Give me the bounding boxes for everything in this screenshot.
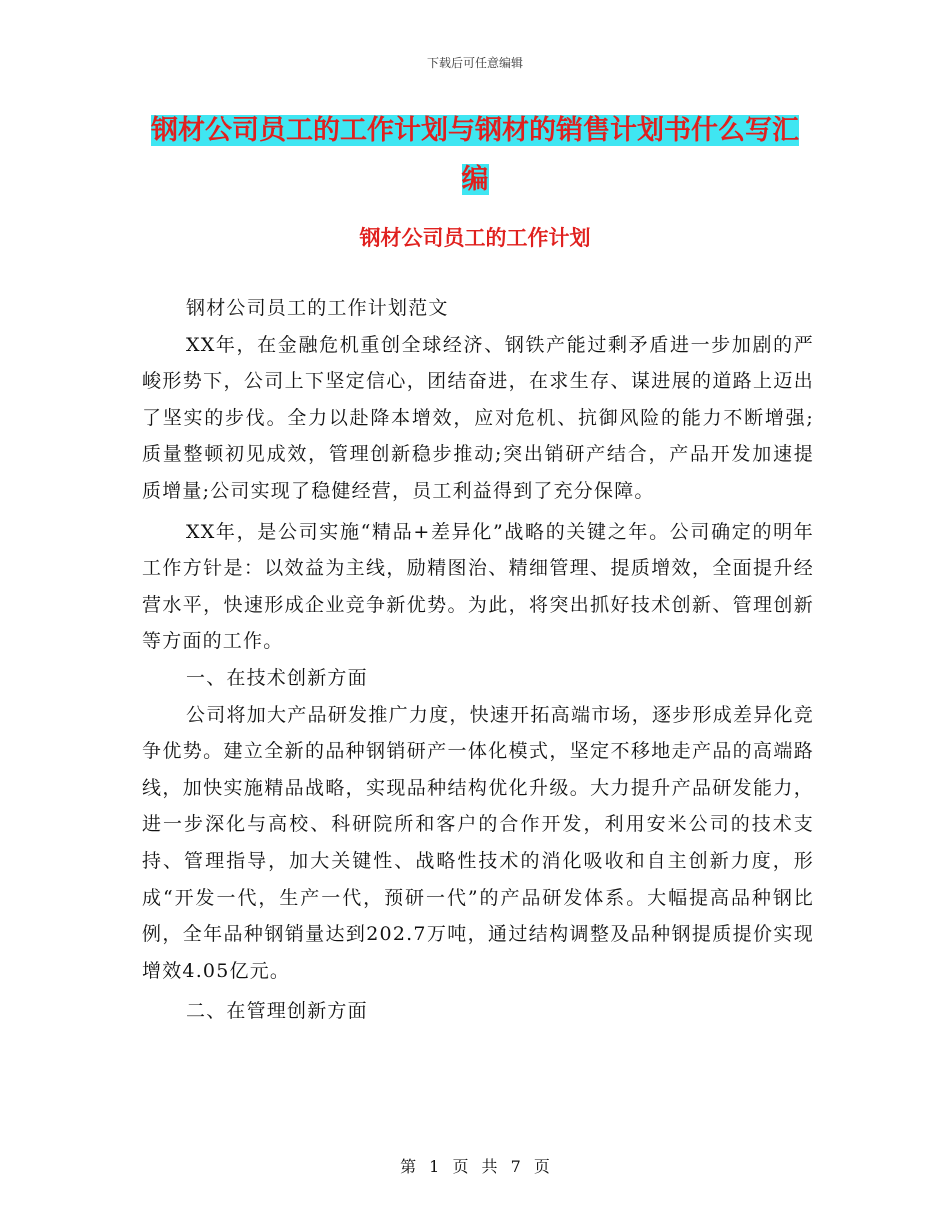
document-title xyxy=(150,106,800,204)
document-title-text: 钢材公司员工的工作计划与钢材的销售计划书什么写汇编 xyxy=(151,115,799,195)
paragraph: 公司将加大产品研发推广力度，快速开拓高端市场，逐步形成差异化竞争优势。建立全新的品种钢销研产一体化模式，坚定不移地走产品的高端路线，加快实施精品战略，实现品种结构优化升级。大力提升产品研发能力，进一步深化与高校、科研院所和客户的合作开发，利用安米公司的技术支持、管理指导，加大关键性、战略性技术的消化吸收和自主创新力度，形成“开发一代，生产一代，预研一代”的产品研发体系。大幅提高品种钢比例，全年品种钢销量达到202.7万吨，通过结构调整及品种钢提质提价实现增效4.05亿元。 xyxy=(142,703,814,982)
subheading: 一、在技术创新方面 xyxy=(186,666,368,689)
paragraph: XX年，在金融危机重创全球经济、钢铁产能过剩矛盾进一步加剧的严峻形势下，公司上下坚定信心，团结奋进，在求生存、谋进展的道路上迈出了坚实的步伐。全力以赴降本增效，应对危机、抗御风险的能力不断增强;质量整顿初见成效，管理创新稳步推动;突出销研产结合，产品开发加速提质增量;公司实现了稳健经营，员工利益得到了充分保障。 xyxy=(142,333,814,502)
section-title: 钢材公司员工的工作计划 xyxy=(359,226,591,250)
paragraph: XX年，是公司实施“精品+差异化”战略的关键之年。公司确定的明年工作方针是：以效益为主线，励精图治、精细管理、提质增效，全面提升经营水平，快速形成企业竞争新优势。为此，将突出抓好技术创新、管理创新等方面的工作。 xyxy=(142,520,814,653)
paragraph: 钢材公司员工的工作计划范文 xyxy=(186,297,449,319)
header-note: 下载后可任意编辑 xyxy=(426,56,523,70)
page-footer: 第 1 页 共 7 页 xyxy=(400,1157,550,1176)
body-text xyxy=(142,290,814,1030)
subheading: 二、在管理创新方面 xyxy=(186,1000,368,1023)
